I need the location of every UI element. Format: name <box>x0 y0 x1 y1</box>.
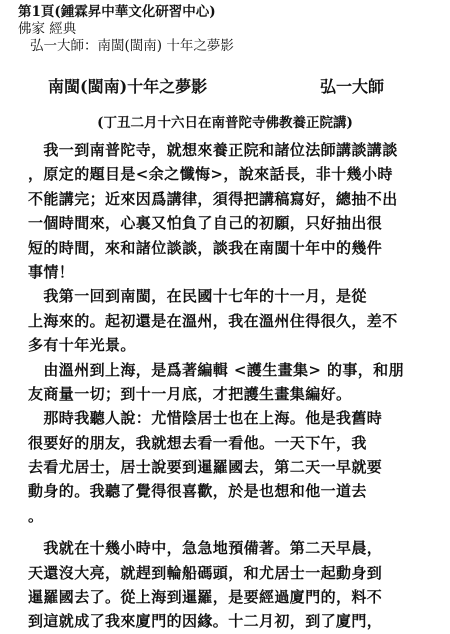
text-line: 短的時間，來和諸位談談，談我在南閩十年中的幾件 <box>28 238 383 257</box>
text-line: 很要好的朋友，我就想去看一看他。一天下午，我 <box>28 433 367 452</box>
page-number-line: 第1頁(鍾霖昇中華文化研習中心) <box>18 4 216 20</box>
category-label: 佛家 經典 <box>18 21 77 37</box>
title-row <box>48 74 418 96</box>
breadcrumb-path: 弘一大師：南閩(閩南) 十年之夢影 <box>30 38 234 54</box>
text-line: 。 <box>28 506 44 525</box>
paragraph <box>28 358 438 407</box>
text-line: 不能講完；近來因爲講律，須得把講稿寫好，總抽不出 <box>28 189 398 208</box>
body-text <box>28 138 438 634</box>
text-line: ，原定的題目是<余之懺悔>，說來話長，非十幾小時 <box>28 165 393 184</box>
text-line: 動身的。我聽了覺得很喜歡，於是也想和他一道去 <box>28 482 367 501</box>
page-header <box>18 4 438 55</box>
text-line: 暹羅國去了。從上海到暹羅，是要經過廈門的，料不 <box>28 588 383 607</box>
document-author: 弘一大師 <box>320 77 385 96</box>
text-line: 到這就成了我來廈門的因緣。十二月初，到了廈門， <box>28 612 383 631</box>
text-line: 事情！ <box>28 262 75 281</box>
text-line: 友商量一切；到十一月底，才把護生畫集編好。 <box>28 384 352 403</box>
paragraph <box>28 284 438 357</box>
document-title: 南閩(閩南)十年之夢影 <box>48 77 208 96</box>
text-line: 我第一回到南閩，在民國十七年的十一月，是從 <box>28 287 367 306</box>
paragraph <box>28 406 438 528</box>
text-line: 去看尤居士，居士說要到暹羅國去，第二天一早就要 <box>28 458 383 477</box>
text-line: 我一到南普陀寺，就想來養正院和諸位法師講談講談 <box>28 141 398 159</box>
text-line: 上海來的。起初還是在溫州，我在溫州住得很久，差不 <box>28 311 398 330</box>
paragraph <box>28 536 438 634</box>
text-line: 一個時間來，心裏又怕負了自己的初願，只好抽出很 <box>28 214 383 233</box>
text-line: 天還沒大亮，就趕到輪船碼頭，和尤居士一起動身到 <box>28 563 383 582</box>
text-line: 多有十年光景。 <box>28 336 136 355</box>
paragraph-gap <box>28 528 438 536</box>
text-line: 由溫州到上海，是爲著編輯 <護生畫集> 的事，和朋 <box>28 360 404 379</box>
text-line: 我就在十幾小時中，急急地預備著。第二天早晨， <box>28 539 383 558</box>
lecture-subtitle: (丁丑二月十六日在南普陀寺佛教養正院講) <box>97 115 353 131</box>
text-line: 那時我聽人說：尤惜陰居士也在上海。他是我舊時 <box>28 409 383 428</box>
paragraph <box>28 138 438 284</box>
